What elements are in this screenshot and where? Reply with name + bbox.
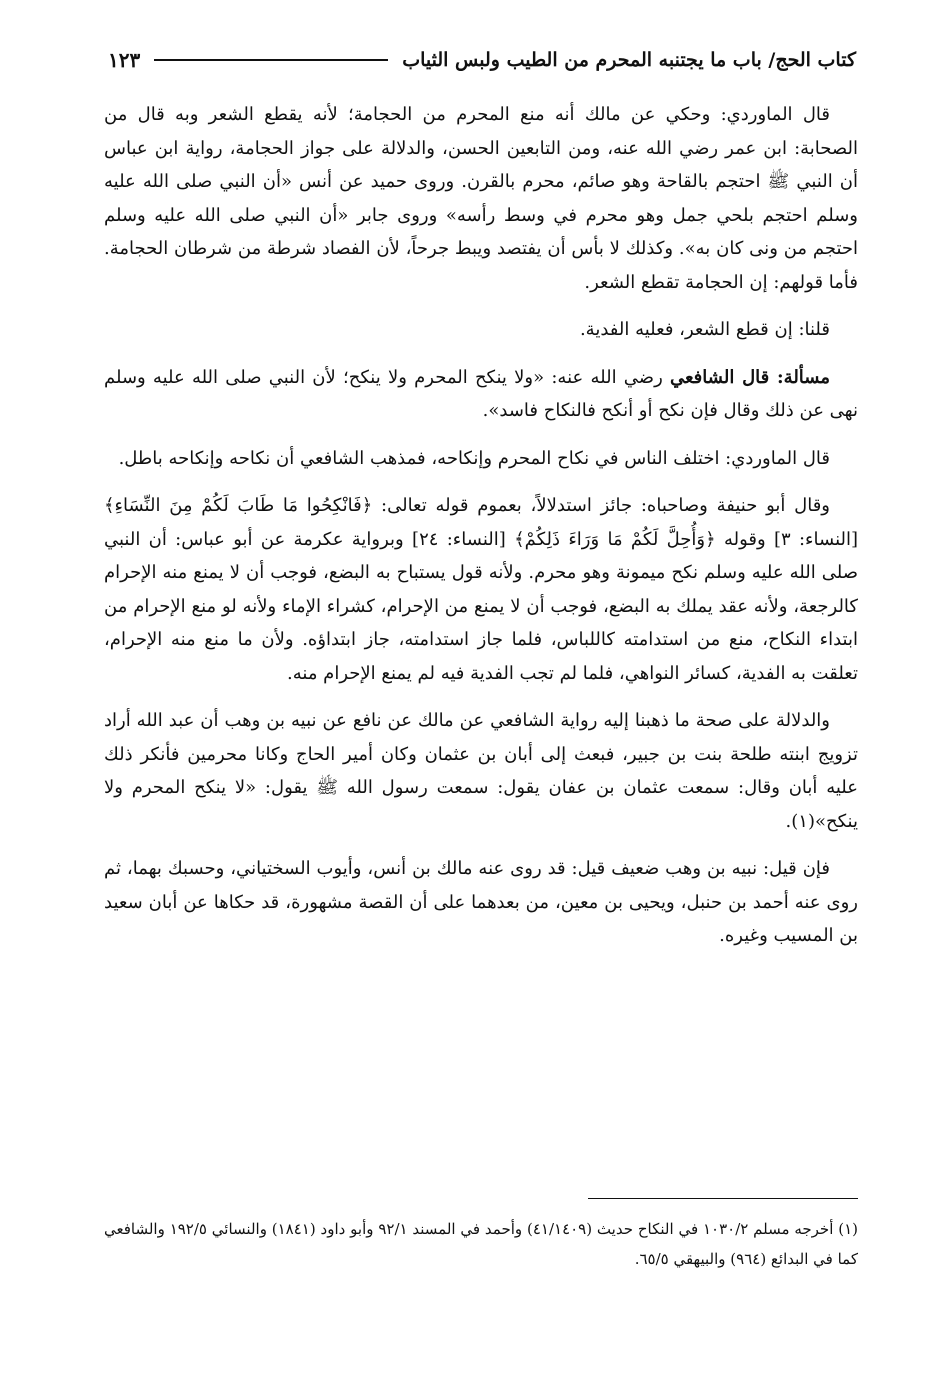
paragraph-abu-hanifa: وقال أبو حنيفة وصاحباه: جائز استدلالاً، بعموم قوله تعالى: ﴿فَانْكِحُوا مَا طَابَ لَكُمْ مِنَ النِّسَاءِ﴾ [النساء: ٣] وقوله ﴿وَأُحِلَّ لَكُمْ مَا وَرَاءَ ذَلِكُمْ﴾ [النساء: ٢٤] وبرواية عكرمة عن أبو عباس: أن النبي صلى الله عليه وسلم نكح ميمونة وهو محرم. ولأنه قول يستباح به البضع، فوجب أن لا يمنع منه الإحرام كالرجعة، ولأنه عقد يملك به البضع، فوجب أن لا يمنع من الإحرام، كشراء الإماء ولأنه لو منع الإحرام من ابتداء النكاح، منع من استدامته كاللباس، فلما جاز استدامته، جاز ابتداؤه. ولأن ما منع منه الإحرام، تعلقت به الفدية، كسائر النواهي، فلما لم تجب الفدية فيه لم يمنع الإحرام منه.: [104, 495, 859, 684]
paragraph-hijama: قال الماوردي: وحكي عن مالك أنه منع المحرم من الحجامة؛ لأنه يقطع الشعر وبه قال من الصحابة: ابن عمر رضي الله عنه، ومن التابعين الحسن، والدلالة على جواز الحجامة، رواية ابن عباس أن النبي ﷺ احتجم بالقاحة وهو صائم، محرم بالقرن. وروى حميد عن أنس «أن النبي صلى الله عليه وسلم احتجم بلحي جمل وهو محرم في وسط رأسه» وروى جابر «أن النبي صلى الله عليه وسلم احتجم من ونى كان به». وكذلك لا بأس أن يفتصد ويبط جرحاً، لأن الفصاد شرطة من شرطان الحجامة. فأما قولهم: إن الحجامة تقطع الشعر.: [104, 104, 858, 293]
masala-label: مسألة: قال الشافعي: [670, 366, 830, 388]
main-text: [104, 98, 858, 967]
paragraph-dalala: والدلالة على صحة ما ذهبنا إليه رواية الشافعي عن مالك عن نافع عن نبيه بن وهب أن عبد الله أراد تزويج ابنته طلحة بنت بن جبير، فبعث إلى أبان بن عثمان وكان أمير الحاج وكانا محرمين فأنكر ذلك عليه أبان وقال: سمعت عثمان بن عفان يقول: سمعت رسول الله ﷺ يقول: «لا ينكح المحرم ولا ينكح»(١).: [104, 710, 858, 832]
chapter-title: كتاب الحج/ باب ما يجتنبه المحرم من الطيب ولبس الثياب: [402, 49, 856, 71]
paragraph-objection: فإن قيل: نبيه بن وهب ضعيف قيل: قد روى عنه مالك بن أنس، وأيوب السختياني، وحسبك بهما، ثم روى عنه أحمد بن حنبل، ويحيى بن معين، من بعدهما على أن القصة مشهورة، قد حكاها عن أبان سعيد بن المسيب وغيره.: [104, 858, 858, 946]
footnote-separator: [588, 1198, 858, 1199]
page-number: ١٢٣: [108, 48, 141, 72]
paragraph-ikhtilaf: قال الماوردي: اختلف الناس في نكاح المحرم وإنكاحه، فمذهب الشافعي أن نكاحه وإنكاحه باطل.: [118, 447, 830, 469]
masala-text: رضي الله عنه: «ولا ينكح المحرم ولا ينكح؛ لأن النبي صلى الله عليه وسلم نهى عن ذلك وقال فإن نكح أو أنكح فالنكاح فاسد».: [104, 366, 858, 421]
footnote: (١) أخرجه مسلم ١٠٣٠/٢ في النكاح حديث (٤١/١٤٠٩) وأحمد في المسند ٩٢/١ وأبو داود (١٨٤١) والنسائي ١٩٢/٥ والشافعي كما في البدائع (٩٦٤) والبيهقي ٦٥/٥.: [104, 1220, 858, 1268]
running-header: [108, 40, 856, 80]
paragraph-fidya: قلنا: إن قطع الشعر، فعليه الفدية.: [579, 319, 830, 340]
paragraph-masala: [104, 361, 858, 428]
header-rule: [154, 59, 388, 61]
